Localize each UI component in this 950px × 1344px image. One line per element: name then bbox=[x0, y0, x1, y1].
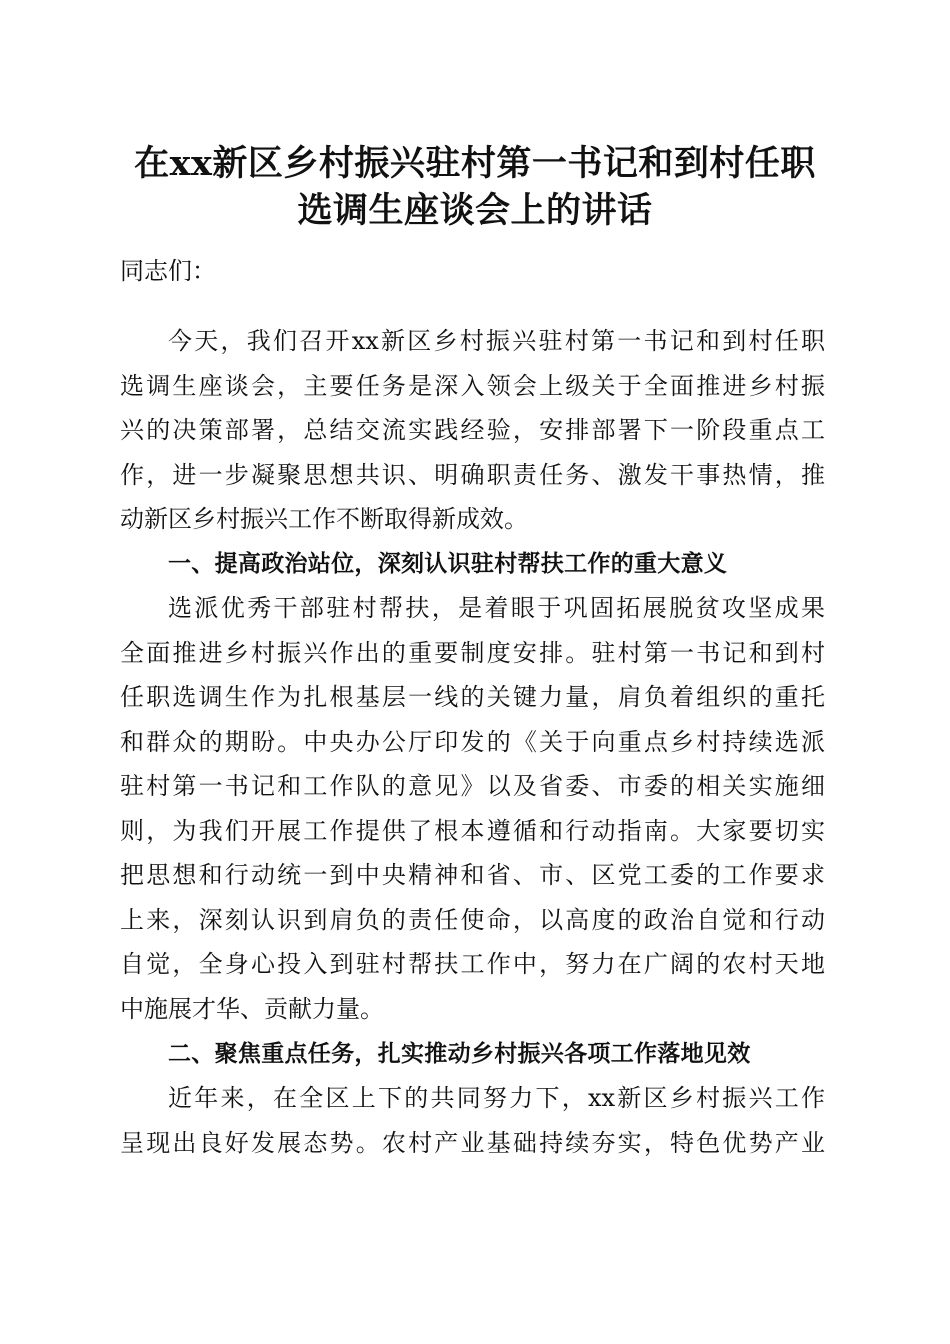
paragraph-line: 动新区乡村振兴工作不断取得新成效。 bbox=[120, 505, 528, 533]
paragraph-line: 作，进一步凝聚思想共识、明确职责任务、激发干事热情，推 bbox=[120, 461, 825, 489]
paragraph-line: 选派优秀干部驻村帮扶，是着眼于巩固拓展脱贫攻坚成果 bbox=[168, 594, 825, 622]
paragraph-line: 任职选调生作为扎根基层一线的关键力量，肩负着组织的重托 bbox=[120, 683, 825, 711]
paragraph-line: 则，为我们开展工作提供了根本遵循和行动指南。大家要切实 bbox=[120, 817, 825, 845]
paragraph-line: 选调生座谈会，主要任务是深入领会上级关于全面推进乡村振 bbox=[120, 372, 825, 400]
section-heading: 一、提高政治站位，深刻认识驻村帮扶工作的重大意义 bbox=[168, 551, 728, 577]
paragraph-line: 全面推进乡村振兴作出的重要制度安排。驻村第一书记和到村 bbox=[120, 639, 825, 667]
paragraph-line: 和群众的期盼。中央办公厅印发的《关于向重点乡村持续选派 bbox=[120, 728, 825, 756]
paragraph-line: 中施展才华、贡献力量。 bbox=[120, 995, 384, 1023]
section-heading: 二、聚焦重点任务，扎实推动乡村振兴各项工作落地见效 bbox=[168, 1041, 751, 1067]
salutation: 同志们： bbox=[120, 257, 216, 285]
paragraph-line: 上来，深刻认识到肩负的责任使命，以高度的政治自觉和行动 bbox=[120, 906, 825, 934]
paragraph-line: 兴的决策部署，总结交流实践经验，安排部署下一阶段重点工 bbox=[120, 416, 825, 444]
paragraph-line: 呈现出良好发展态势。农村产业基础持续夯实，特色优势产业 bbox=[120, 1129, 825, 1157]
paragraph-line: 驻村第一书记和工作队的意见》以及省委、市委的相关实施细 bbox=[120, 772, 825, 800]
paragraph-line: 把思想和行动统一到中央精神和省、市、区党工委的工作要求 bbox=[120, 861, 825, 889]
paragraph-line: 今天，我们召开xx新区乡村振兴驻村第一书记和到村任职 bbox=[168, 327, 825, 355]
paragraph-line: 自觉，全身心投入到驻村帮扶工作中，努力在广阔的农村天地 bbox=[120, 950, 825, 978]
document-title-line-2: 选调生座谈会上的讲话 bbox=[297, 190, 653, 231]
paragraph-line: 近年来，在全区上下的共同努力下，xx新区乡村振兴工作 bbox=[168, 1084, 825, 1112]
document-title-line-1: 在xx新区乡村振兴驻村第一书记和到村任职 bbox=[134, 143, 816, 184]
